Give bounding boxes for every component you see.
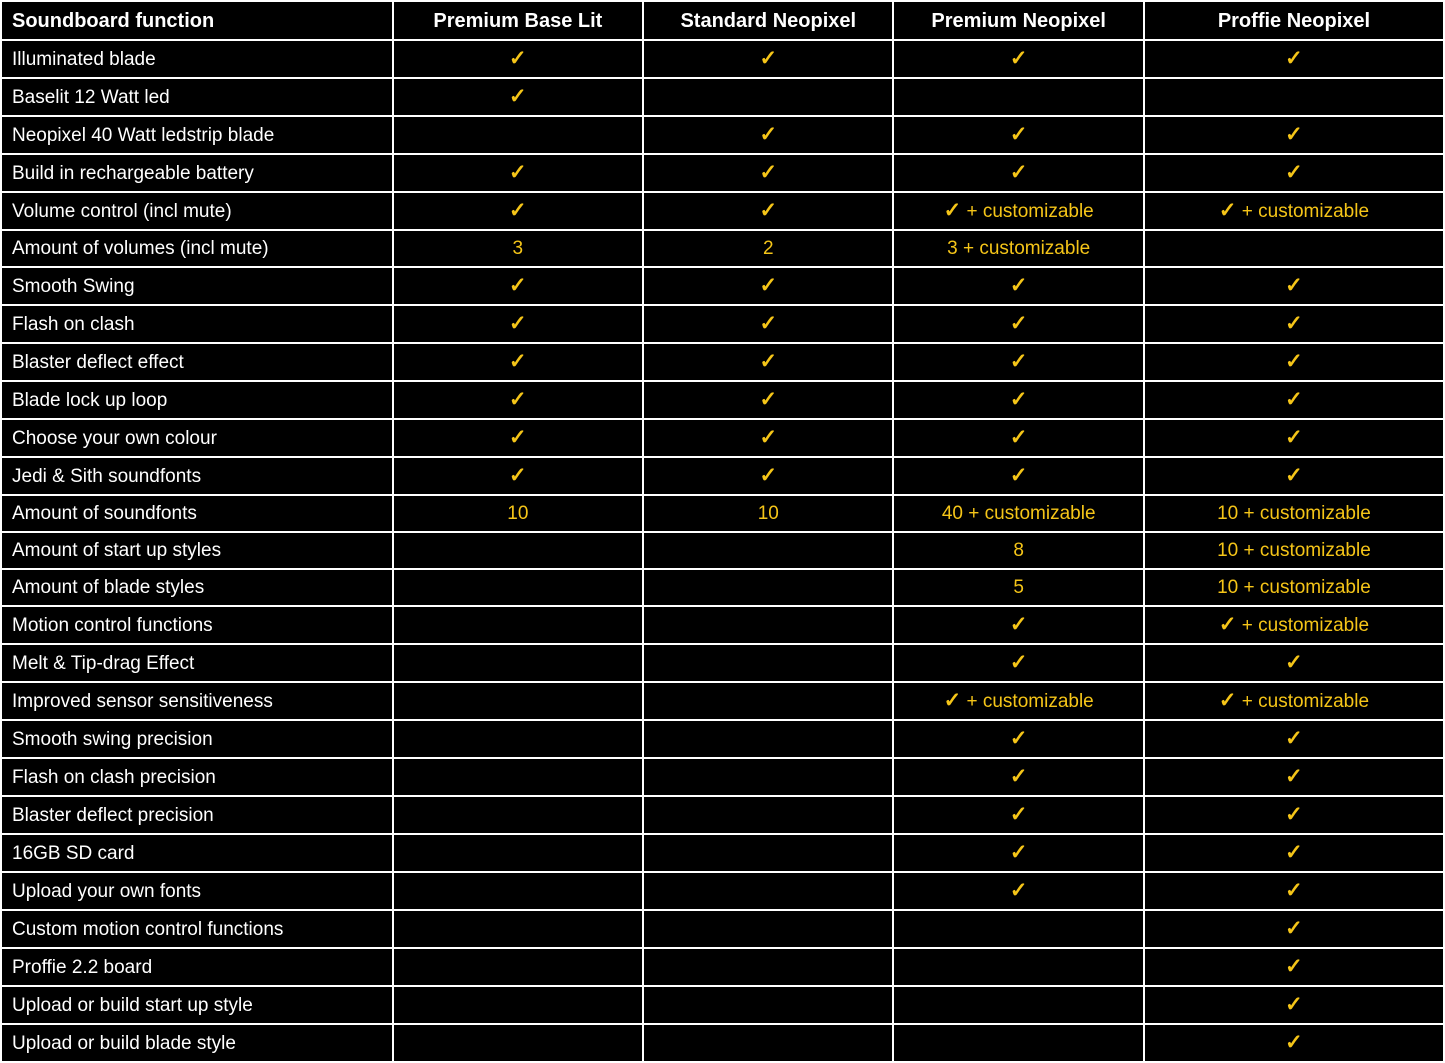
row-label: Flash on clash precision bbox=[1, 758, 393, 796]
cell-value bbox=[393, 948, 643, 986]
cell-value bbox=[1144, 872, 1444, 910]
cell-value bbox=[643, 948, 893, 986]
row-label: Melt & Tip-drag Effect bbox=[1, 644, 393, 682]
table-row bbox=[1, 305, 1444, 343]
table-row bbox=[1, 267, 1444, 305]
cell-value bbox=[643, 682, 893, 720]
table-row bbox=[1, 192, 1444, 230]
cell-value bbox=[643, 758, 893, 796]
table-row bbox=[1, 532, 1444, 569]
column-header-premium-base-lit: Premium Base Lit bbox=[393, 1, 643, 40]
cell-value bbox=[643, 532, 893, 569]
check-icon: ✓ bbox=[509, 426, 527, 449]
cell-value bbox=[893, 419, 1143, 457]
row-label: Volume control (incl mute) bbox=[1, 192, 393, 230]
check-icon: ✓ bbox=[1218, 689, 1237, 712]
cell-value bbox=[893, 192, 1143, 230]
cell-value bbox=[893, 758, 1143, 796]
cell-value bbox=[643, 40, 893, 78]
check-icon: ✓ bbox=[1285, 993, 1303, 1016]
cell-value bbox=[393, 192, 643, 230]
cell-value bbox=[393, 796, 643, 834]
cell-value: 10 bbox=[393, 495, 643, 532]
row-label: Choose your own colour bbox=[1, 419, 393, 457]
cell-value bbox=[1144, 644, 1444, 682]
column-header-premium-neopixel: Premium Neopixel bbox=[893, 1, 1143, 40]
check-icon: ✓ bbox=[759, 388, 778, 411]
check-icon: ✓ bbox=[943, 689, 962, 712]
cell-value bbox=[643, 986, 893, 1024]
column-header-proffie-neopixel: Proffie Neopixel bbox=[1144, 1, 1444, 40]
cell-value bbox=[1144, 40, 1444, 78]
table-row bbox=[1, 569, 1444, 606]
row-label: Amount of soundfonts bbox=[1, 495, 393, 532]
cell-value bbox=[393, 644, 643, 682]
row-label: Flash on clash bbox=[1, 305, 393, 343]
cell-value bbox=[893, 606, 1143, 644]
check-icon: ✓ bbox=[1285, 350, 1303, 373]
cell-value bbox=[643, 381, 893, 419]
table-row bbox=[1, 796, 1444, 834]
cell-value bbox=[643, 267, 893, 305]
check-icon: ✓ bbox=[1218, 199, 1237, 222]
cell-value bbox=[643, 1024, 893, 1062]
check-icon: ✓ bbox=[509, 274, 527, 297]
cell-value bbox=[893, 78, 1143, 116]
cell-value bbox=[893, 948, 1143, 986]
check-icon: ✓ bbox=[1285, 765, 1303, 788]
table-row bbox=[1, 834, 1444, 872]
cell-value bbox=[643, 720, 893, 758]
table-row bbox=[1, 40, 1444, 78]
check-icon: ✓ bbox=[1009, 274, 1028, 297]
check-icon: ✓ bbox=[509, 464, 527, 487]
cell-value bbox=[643, 192, 893, 230]
cell-value bbox=[893, 986, 1143, 1024]
check-icon: ✓ bbox=[759, 123, 778, 146]
table-row bbox=[1, 948, 1444, 986]
row-label: Amount of start up styles bbox=[1, 532, 393, 569]
cell-value: 3 bbox=[393, 230, 643, 267]
cell-value-text: + customizable bbox=[961, 201, 1094, 222]
table-header-row bbox=[1, 1, 1444, 40]
check-icon: ✓ bbox=[1285, 917, 1303, 940]
row-label: 16GB SD card bbox=[1, 834, 393, 872]
row-label: Motion control functions bbox=[1, 606, 393, 644]
cell-value bbox=[893, 457, 1143, 495]
table-row bbox=[1, 872, 1444, 910]
cell-value bbox=[893, 834, 1143, 872]
cell-value bbox=[1144, 682, 1444, 720]
table-header bbox=[1, 1, 1444, 40]
check-icon: ✓ bbox=[759, 47, 778, 70]
cell-value bbox=[893, 1024, 1143, 1062]
cell-value bbox=[643, 154, 893, 192]
cell-value bbox=[393, 78, 643, 116]
table-row bbox=[1, 419, 1444, 457]
table-row bbox=[1, 154, 1444, 192]
cell-value-text: + customizable bbox=[1236, 615, 1370, 636]
cell-value bbox=[643, 569, 893, 606]
check-icon: ✓ bbox=[759, 312, 778, 335]
cell-value bbox=[893, 796, 1143, 834]
check-icon: ✓ bbox=[1009, 312, 1028, 335]
check-icon: ✓ bbox=[1009, 47, 1028, 70]
check-icon: ✓ bbox=[1285, 464, 1303, 487]
column-header-function: Soundboard function bbox=[1, 1, 393, 40]
row-label: Jedi & Sith soundfonts bbox=[1, 457, 393, 495]
cell-value bbox=[643, 834, 893, 872]
cell-value bbox=[393, 910, 643, 948]
row-label: Blaster deflect effect bbox=[1, 343, 393, 381]
check-icon: ✓ bbox=[1009, 388, 1028, 411]
check-icon: ✓ bbox=[1285, 388, 1303, 411]
check-icon: ✓ bbox=[759, 274, 778, 297]
cell-value: 10 + customizable bbox=[1144, 495, 1444, 532]
cell-value-text: + customizable bbox=[1236, 201, 1370, 222]
cell-value: 8 bbox=[893, 532, 1143, 569]
row-label: Upload or build blade style bbox=[1, 1024, 393, 1062]
cell-value bbox=[393, 606, 643, 644]
cell-value bbox=[393, 720, 643, 758]
table-row bbox=[1, 606, 1444, 644]
column-header-standard-neopixel: Standard Neopixel bbox=[643, 1, 893, 40]
check-icon: ✓ bbox=[1285, 955, 1303, 978]
table-row bbox=[1, 78, 1444, 116]
row-label: Smooth Swing bbox=[1, 267, 393, 305]
row-label: Blade lock up loop bbox=[1, 381, 393, 419]
check-icon: ✓ bbox=[1009, 727, 1028, 750]
table-row bbox=[1, 381, 1444, 419]
table-row bbox=[1, 116, 1444, 154]
cell-value bbox=[1144, 1024, 1444, 1062]
check-icon: ✓ bbox=[1009, 651, 1028, 674]
table-row bbox=[1, 720, 1444, 758]
cell-value bbox=[393, 872, 643, 910]
cell-value bbox=[643, 343, 893, 381]
check-icon: ✓ bbox=[759, 161, 778, 184]
check-icon: ✓ bbox=[1285, 274, 1303, 297]
cell-value bbox=[893, 644, 1143, 682]
check-icon: ✓ bbox=[1009, 350, 1028, 373]
table-row bbox=[1, 343, 1444, 381]
check-icon: ✓ bbox=[509, 161, 527, 184]
check-icon: ✓ bbox=[1218, 613, 1237, 636]
cell-value bbox=[1144, 986, 1444, 1024]
row-label: Neopixel 40 Watt ledstrip blade bbox=[1, 116, 393, 154]
row-label: Blaster deflect precision bbox=[1, 796, 393, 834]
check-icon: ✓ bbox=[1285, 161, 1303, 184]
cell-value bbox=[893, 343, 1143, 381]
cell-value bbox=[1144, 116, 1444, 154]
cell-value bbox=[643, 457, 893, 495]
cell-value bbox=[1144, 948, 1444, 986]
cell-value bbox=[1144, 834, 1444, 872]
cell-value: 10 bbox=[643, 495, 893, 532]
check-icon: ✓ bbox=[1285, 426, 1303, 449]
row-label: Proffie 2.2 board bbox=[1, 948, 393, 986]
cell-value: 10 + customizable bbox=[1144, 532, 1444, 569]
cell-value bbox=[893, 267, 1143, 305]
cell-value bbox=[893, 381, 1143, 419]
check-icon: ✓ bbox=[1285, 803, 1303, 826]
cell-value bbox=[1144, 796, 1444, 834]
table-row bbox=[1, 230, 1444, 267]
cell-value bbox=[1144, 457, 1444, 495]
cell-value: 5 bbox=[893, 569, 1143, 606]
cell-value bbox=[643, 910, 893, 948]
cell-value bbox=[1144, 606, 1444, 644]
cell-value bbox=[643, 872, 893, 910]
check-icon: ✓ bbox=[1285, 879, 1303, 902]
cell-value bbox=[1144, 419, 1444, 457]
row-label: Baselit 12 Watt led bbox=[1, 78, 393, 116]
check-icon: ✓ bbox=[509, 312, 527, 335]
check-icon: ✓ bbox=[509, 199, 527, 222]
check-icon: ✓ bbox=[509, 350, 527, 373]
table-row bbox=[1, 495, 1444, 532]
table-row bbox=[1, 682, 1444, 720]
cell-value bbox=[393, 1024, 643, 1062]
cell-value bbox=[393, 40, 643, 78]
cell-value bbox=[1144, 230, 1444, 267]
cell-value: 2 bbox=[643, 230, 893, 267]
cell-value bbox=[893, 720, 1143, 758]
cell-value bbox=[643, 305, 893, 343]
check-icon: ✓ bbox=[759, 350, 778, 373]
cell-value-text: + customizable bbox=[961, 691, 1094, 712]
check-icon: ✓ bbox=[509, 47, 527, 70]
cell-value bbox=[893, 116, 1143, 154]
check-icon: ✓ bbox=[1009, 841, 1028, 864]
row-label: Amount of blade styles bbox=[1, 569, 393, 606]
cell-value bbox=[393, 267, 643, 305]
row-label: Build in rechargeable battery bbox=[1, 154, 393, 192]
cell-value: 3 + customizable bbox=[893, 230, 1143, 267]
cell-value bbox=[1144, 154, 1444, 192]
row-label: Smooth swing precision bbox=[1, 720, 393, 758]
cell-value bbox=[393, 457, 643, 495]
cell-value: 40 + customizable bbox=[893, 495, 1143, 532]
check-icon: ✓ bbox=[1009, 803, 1028, 826]
table-row bbox=[1, 758, 1444, 796]
check-icon: ✓ bbox=[1285, 727, 1303, 750]
check-icon: ✓ bbox=[1009, 765, 1028, 788]
cell-value bbox=[643, 116, 893, 154]
cell-value bbox=[393, 532, 643, 569]
cell-value bbox=[643, 644, 893, 682]
check-icon: ✓ bbox=[509, 85, 527, 108]
row-label: Upload your own fonts bbox=[1, 872, 393, 910]
table-row bbox=[1, 1024, 1444, 1062]
cell-value bbox=[393, 569, 643, 606]
check-icon: ✓ bbox=[759, 426, 778, 449]
row-label: Custom motion control functions bbox=[1, 910, 393, 948]
check-icon: ✓ bbox=[759, 464, 778, 487]
cell-value bbox=[1144, 78, 1444, 116]
cell-value bbox=[393, 343, 643, 381]
cell-value bbox=[1144, 381, 1444, 419]
row-label: Upload or build start up style bbox=[1, 986, 393, 1024]
cell-value bbox=[1144, 192, 1444, 230]
cell-value bbox=[393, 986, 643, 1024]
check-icon: ✓ bbox=[1009, 879, 1028, 902]
check-icon: ✓ bbox=[1285, 651, 1303, 674]
cell-value bbox=[893, 872, 1143, 910]
check-icon: ✓ bbox=[759, 199, 778, 222]
cell-value-text: + customizable bbox=[1236, 691, 1370, 712]
row-label: Illuminated blade bbox=[1, 40, 393, 78]
table-row bbox=[1, 910, 1444, 948]
check-icon: ✓ bbox=[1009, 464, 1028, 487]
check-icon: ✓ bbox=[1285, 123, 1303, 146]
cell-value bbox=[893, 305, 1143, 343]
check-icon: ✓ bbox=[509, 388, 527, 411]
cell-value bbox=[393, 154, 643, 192]
check-icon: ✓ bbox=[1285, 1031, 1303, 1054]
table-row bbox=[1, 986, 1444, 1024]
table-body bbox=[1, 40, 1444, 1062]
check-icon: ✓ bbox=[1009, 426, 1028, 449]
cell-value bbox=[643, 796, 893, 834]
cell-value bbox=[393, 305, 643, 343]
cell-value bbox=[893, 682, 1143, 720]
cell-value bbox=[1144, 305, 1444, 343]
check-icon: ✓ bbox=[1009, 161, 1028, 184]
cell-value bbox=[643, 606, 893, 644]
cell-value bbox=[393, 381, 643, 419]
cell-value bbox=[393, 419, 643, 457]
check-icon: ✓ bbox=[943, 199, 962, 222]
row-label: Improved sensor sensitiveness bbox=[1, 682, 393, 720]
cell-value bbox=[393, 834, 643, 872]
cell-value bbox=[643, 78, 893, 116]
row-label: Amount of volumes (incl mute) bbox=[1, 230, 393, 267]
cell-value bbox=[393, 116, 643, 154]
cell-value bbox=[893, 40, 1143, 78]
table-row bbox=[1, 644, 1444, 682]
check-icon: ✓ bbox=[1285, 841, 1303, 864]
check-icon: ✓ bbox=[1009, 613, 1028, 636]
cell-value bbox=[393, 682, 643, 720]
cell-value bbox=[1144, 910, 1444, 948]
check-icon: ✓ bbox=[1285, 47, 1303, 70]
cell-value bbox=[893, 154, 1143, 192]
check-icon: ✓ bbox=[1285, 312, 1303, 335]
cell-value: 10 + customizable bbox=[1144, 569, 1444, 606]
cell-value bbox=[893, 910, 1143, 948]
table-row bbox=[1, 457, 1444, 495]
cell-value bbox=[1144, 267, 1444, 305]
cell-value bbox=[1144, 720, 1444, 758]
cell-value bbox=[643, 419, 893, 457]
cell-value bbox=[1144, 758, 1444, 796]
cell-value bbox=[393, 758, 643, 796]
cell-value bbox=[1144, 343, 1444, 381]
check-icon: ✓ bbox=[1009, 123, 1028, 146]
